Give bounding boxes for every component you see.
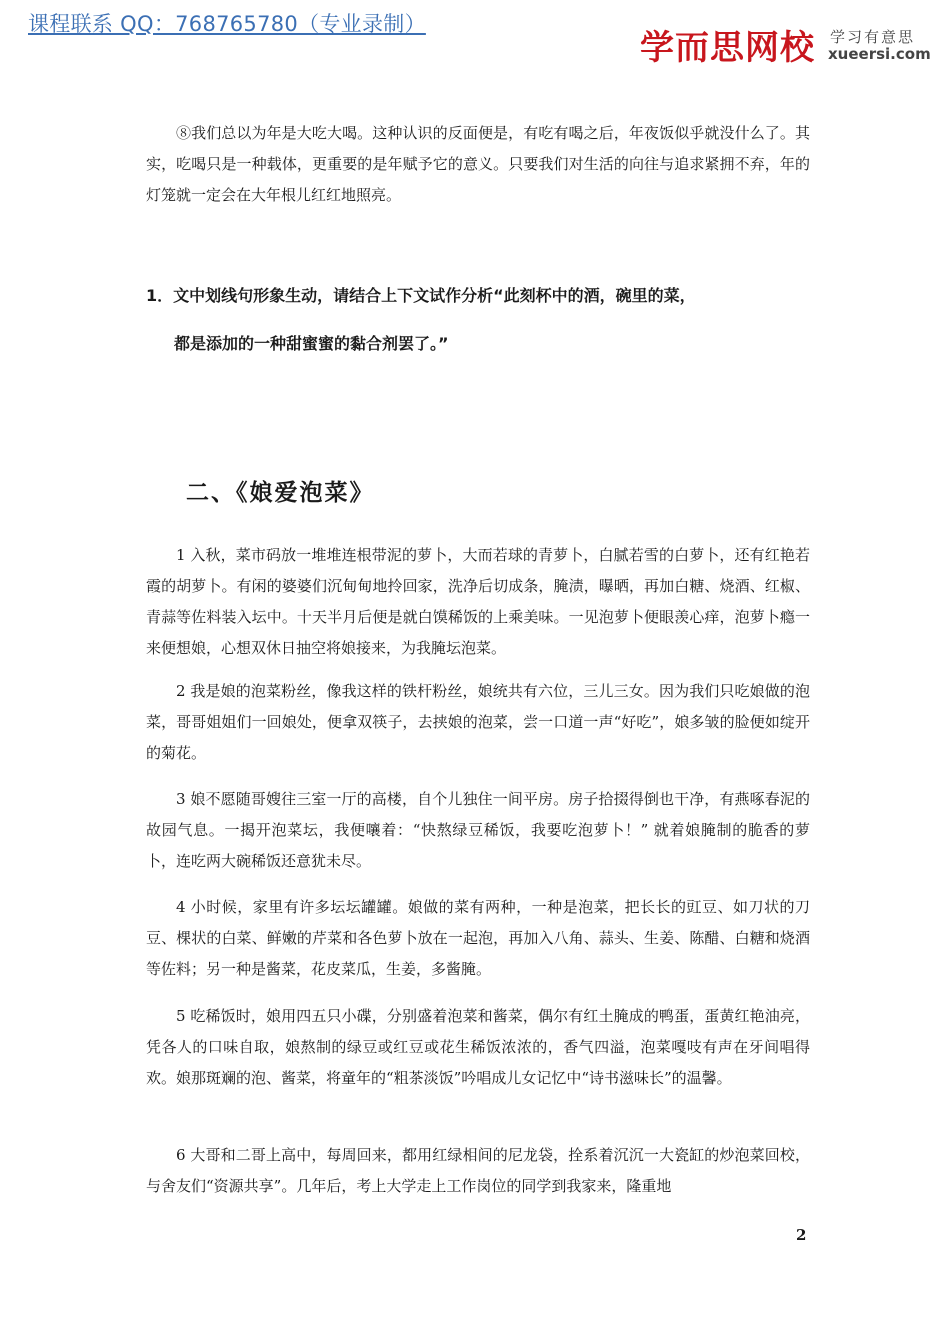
question-1 — [146, 272, 810, 368]
xueersi-logo — [640, 16, 930, 70]
paragraph-1: 1 入秋，菜市码放一堆堆连根带泥的萝卜，大而若球的青萝卜，白腻若雪的白萝卜，还有红艳若霞的胡萝卜。有闲的婆婆们沉甸甸地拎回家，洗净后切成条，腌渍，曝晒，再加白糖、烧酒、红椒、青蒜等佐料装入坛中。十天半月后便是就白馍稀饭的上乘美味。一见泡萝卜便眼羡心痒，泡萝卜瘾一来便想娘，心想双休日抽空将娘接来，为我腌坛泡菜。 — [146, 546, 810, 657]
paragraph-4: 4 小时候，家里有许多坛坛罐罐。娘做的菜有两种，一种是泡菜，把长长的豇豆、如刀状的刀豆、棵状的白菜、鲜嫩的芹菜和各色萝卜放在一起泡，再加入八角、蒜头、生姜、陈醋、白糖和烧酒等佐料；另一种是酱菜，花皮菜瓜，生姜，多酱腌。 — [146, 898, 810, 978]
section-title: 二、《娘爱泡菜》 — [186, 479, 375, 506]
page-number: 2 — [796, 1226, 807, 1244]
logo-text: 学而思网校 — [640, 28, 815, 68]
logo-domain: xueersi.com — [828, 45, 931, 63]
paragraph-5: 5 吃稀饭时，娘用四五只小碟，分别盛着泡菜和酱菜，偶尔有红土腌成的鸭蛋，蛋黄红艳油亮，凭各人的口味自取，娘熬制的绿豆或红豆或花生稀饭浓浓的，香气四溢，泡菜嘎吱有声在牙间唱得欢。娘那斑斓的泡、酱菜，将童年的“粗茶淡饭”吟唱成儿女记忆中“诗书滋味长”的温馨。 — [146, 1007, 810, 1087]
question-line-2: 都是添加的一种甜蜜蜜的黏合剂罢了。” — [174, 334, 449, 353]
question-line-1: 1．文中划线句形象生动，请结合上下文试作分析“此刻杯中的酒，碗里的菜， — [146, 286, 696, 305]
paragraph-3: 3 娘不愿随哥嫂往三室一厅的高楼，自个儿独住一间平房。房子拾掇得倒也干净，有燕啄春泥的故园气息。一揭开泡菜坛，我便嚷着：“快熬绿豆稀饭，我要吃泡萝卜！” 就着娘腌制的脆香的萝卜，连吃两大碗稀饭还意犹未尽。 — [146, 790, 810, 870]
paragraph-2: 2 我是娘的泡菜粉丝，像我这样的铁杆粉丝，娘统共有六位，三儿三女。因为我们只吃娘做的泡菜，哥哥姐姐们一回娘处，便拿双筷子，去挟娘的泡菜，尝一口道一声“好吃”，娘多皱的脸便如绽开的菊花。 — [146, 682, 810, 762]
paragraph-6: 6 大哥和二哥上高中，每周回来，都用红绿相间的尼龙袋，拴系着沉沉一大瓷缸的炒泡菜回校，与舍友们“资源共享”。几年后，考上大学走上工作岗位的同学到我家来，隆重地 — [146, 1146, 810, 1195]
paragraph-8: ⑧我们总以为年是大吃大喝。这种认识的反面便是，有吃有喝之后，年夜饭似乎就没什么了。其实，吃喝只是一种载体，更重要的是年赋予它的意义。只要我们对生活的向往与追求紧拥不弃，年的灯笼就一定会在大年根儿红红地照亮。 — [146, 124, 810, 204]
contact-header: 课程联系 QQ：768765780（专业录制） — [28, 12, 426, 36]
logo-slogan: 学习有意思 — [830, 28, 916, 46]
